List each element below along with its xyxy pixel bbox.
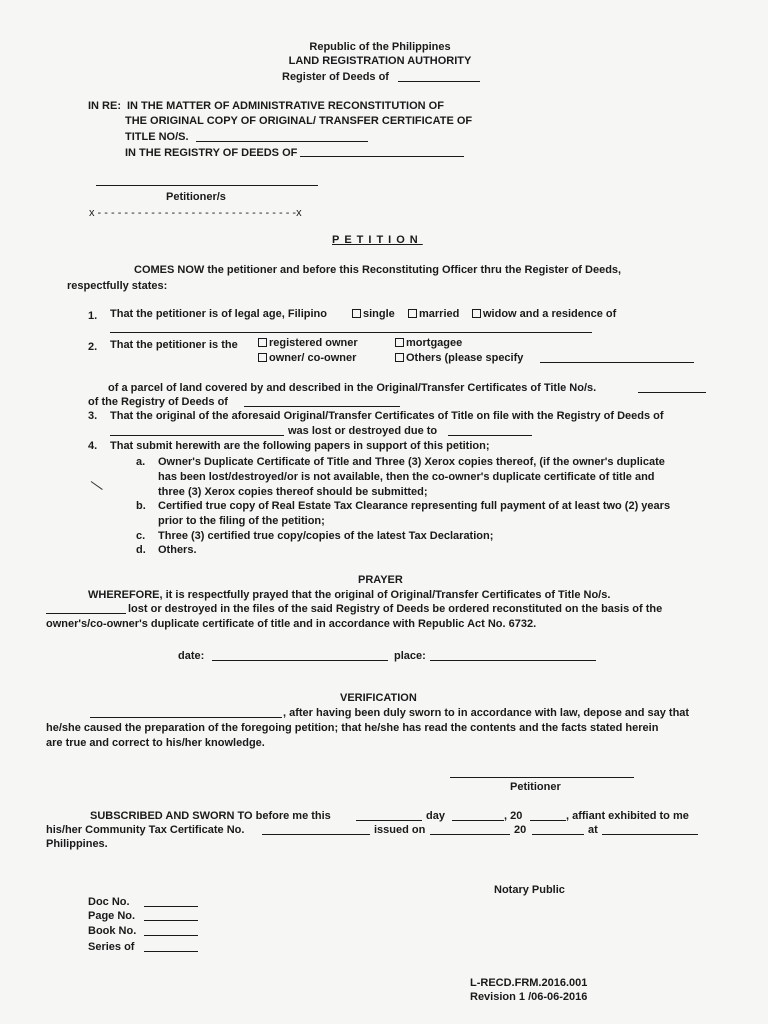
stray-pen-mark xyxy=(91,481,103,490)
petitioner-signature-blank[interactable] xyxy=(450,777,634,778)
residence-blank[interactable] xyxy=(110,332,592,333)
item4-text: That submit herewith are the following papers in support of this petition; xyxy=(110,440,490,452)
header-register-of-deeds: Register of Deeds of xyxy=(282,71,389,83)
item4-num: 4. xyxy=(88,440,98,452)
subscribed-line1-a: SUBSCRIBED AND SWORN TO before me this xyxy=(90,810,331,822)
item3-num: 3. xyxy=(88,410,98,422)
subscribed-day-blank[interactable] xyxy=(356,820,422,821)
civil-status-married[interactable]: married xyxy=(408,307,459,321)
single-checkbox[interactable] xyxy=(352,309,361,318)
in-re-label: IN RE: xyxy=(88,100,121,112)
item4b-line2: prior to the filing of the petition; xyxy=(158,515,325,527)
petitioner-caption: Petitioner/s xyxy=(166,191,226,203)
item3-registry-blank[interactable] xyxy=(110,435,284,436)
form-revision: Revision 1 /06-06-2016 xyxy=(470,991,588,1003)
header-lra: LAND REGISTRATION AUTHORITY xyxy=(288,55,472,67)
role-others[interactable]: Others (please specify xyxy=(395,351,523,365)
book-no-label: Book No. xyxy=(88,925,137,937)
item4d-text: Others. xyxy=(158,544,197,556)
intro-line1: COMES NOW the petitioner and before this Reconstituting Officer thru the Register of Deeds, xyxy=(134,264,622,276)
item4a-line1: Owner's Duplicate Certificate of Title and Three (3) Xerox copies thereof, (if the owner's duplicate xyxy=(158,456,665,468)
series-of-label: Series of xyxy=(88,941,135,953)
civil-status-single[interactable]: single xyxy=(352,307,395,321)
item1-num: 1. xyxy=(88,310,98,322)
doc-no-blank[interactable] xyxy=(144,906,198,907)
verification-line2: he/she caused the preparation of the foregoing petition; that he/she has read the contents and the facts stated herein xyxy=(46,722,659,734)
subscribed-line1-b: day xyxy=(426,810,445,822)
prayer-line2: lost or destroyed in the files of the said Registry of Deeds be ordered reconstituted on the basis of the xyxy=(128,603,663,615)
item4c-text: Three (3) certified true copy/copies of the latest Tax Declaration; xyxy=(158,530,494,542)
subscribed-month-blank[interactable] xyxy=(452,820,504,821)
page-no-label: Page No. xyxy=(88,910,136,922)
in-re-line4: IN THE REGISTRY OF DEEDS OF xyxy=(125,147,298,159)
role-registered-owner[interactable]: registered owner xyxy=(258,336,358,350)
prayer-title: PRAYER xyxy=(358,574,403,586)
item1-text: That the petitioner is of legal age, Filipino xyxy=(110,308,327,320)
owner-co-owner-checkbox[interactable] xyxy=(258,353,267,362)
form-code: L-RECD.FRM.2016.001 xyxy=(470,977,588,989)
petition-title: PETITION xyxy=(332,234,423,246)
subscribed-line2-b: issued on xyxy=(374,824,426,836)
petitioner-name-blank[interactable] xyxy=(96,185,318,186)
item3-line1: That the original of the aforesaid Original/Transfer Certificates of Title on file with the Registry of Deeds of xyxy=(110,410,664,422)
in-re-line3: TITLE NO/S. xyxy=(125,131,189,143)
civil-status-widow[interactable]: widow and a residence of xyxy=(472,307,616,321)
registry-of-deeds-blank[interactable] xyxy=(300,156,464,157)
ctc-place-blank[interactable] xyxy=(602,834,698,835)
lost-reason-blank[interactable] xyxy=(448,435,532,436)
prayer-line1: WHEREFORE, it is respectfully prayed that the original of Original/Transfer Certificates of Title No/s. xyxy=(88,589,611,601)
parcel-title-no-blank[interactable] xyxy=(638,392,706,393)
subscribed-line1-d: , affiant exhibited to me xyxy=(566,810,689,822)
place-blank[interactable] xyxy=(430,660,596,661)
subscribed-line2-c: 20 xyxy=(514,824,527,836)
prayer-line3: owner's/co-owner's duplicate certificate of title and in accordance with Republic Act No. 6732. xyxy=(46,618,537,630)
affiant-name-blank[interactable] xyxy=(90,717,282,718)
verification-title: VERIFICATION xyxy=(340,692,417,704)
verification-line3: are true and correct to his/her knowledge. xyxy=(46,737,265,749)
item4a-line2: has been lost/destroyed/or is not available, then the co-owner's duplicate certificate of title and xyxy=(158,471,655,483)
subscribed-year-blank[interactable] xyxy=(530,820,566,821)
parcel-line1: of a parcel of land covered by and described in the Original/Transfer Certificates of Title No/s. xyxy=(108,382,597,394)
separator-line: x - - - - - - - - - - - - - - - - - - - - - - - - - - - - - -x xyxy=(89,207,302,219)
item2-text: That the petitioner is the xyxy=(110,339,238,351)
ctc-number-blank[interactable] xyxy=(262,834,370,835)
in-re-line1: IN THE MATTER OF ADMINISTRATIVE RECONSTITUTION OF xyxy=(127,100,444,112)
parcel-line2: of the Registry of Deeds of xyxy=(88,396,228,408)
parcel-registry-blank[interactable] xyxy=(244,406,400,407)
doc-no-label: Doc No. xyxy=(88,896,130,908)
item4c-label: c. xyxy=(136,530,146,542)
registered-owner-checkbox[interactable] xyxy=(258,338,267,347)
petitioner-signature-label: Petitioner xyxy=(510,781,561,793)
subscribed-line3: Philippines. xyxy=(46,838,108,850)
item4a-label: a. xyxy=(136,456,146,468)
married-checkbox[interactable] xyxy=(408,309,417,318)
item4b-line1: Certified true copy of Real Estate Tax Clearance representing full payment of at least two (2) years xyxy=(158,500,671,512)
item2-num: 2. xyxy=(88,341,98,353)
item4b-label: b. xyxy=(136,500,146,512)
book-no-blank[interactable] xyxy=(144,935,198,936)
verification-line1: , after having been duly sworn to in accordance with law, depose and say that xyxy=(283,707,690,719)
widow-checkbox[interactable] xyxy=(472,309,481,318)
ctc-issued-blank[interactable] xyxy=(430,834,510,835)
series-of-blank[interactable] xyxy=(144,951,198,952)
place-label: place: xyxy=(394,650,426,662)
title-no-blank[interactable] xyxy=(196,141,368,142)
item4a-line3: three (3) Xerox copies thereof should be submitted; xyxy=(158,486,428,498)
subscribed-line1-c: , 20 xyxy=(504,810,523,822)
ctc-year-blank[interactable] xyxy=(532,834,584,835)
header-republic: Republic of the Philippines xyxy=(309,41,451,53)
intro-line2: respectfully states: xyxy=(67,280,168,292)
item3-line2: was lost or destroyed due to xyxy=(288,425,438,437)
date-label: date: xyxy=(178,650,205,662)
role-mortgagee[interactable]: mortgagee xyxy=(395,336,462,350)
role-owner-co-owner[interactable]: owner/ co-owner xyxy=(258,351,356,365)
subscribed-line2-a: his/her Community Tax Certificate No. xyxy=(46,824,245,836)
prayer-title-no-blank[interactable] xyxy=(46,613,126,614)
notary-public-label: Notary Public xyxy=(494,884,565,896)
page-no-blank[interactable] xyxy=(144,920,198,921)
date-blank[interactable] xyxy=(212,660,388,661)
register-of-deeds-blank[interactable] xyxy=(398,81,480,82)
others-specify-blank[interactable] xyxy=(540,362,694,363)
in-re-line2: THE ORIGINAL COPY OF ORIGINAL/ TRANSFER CERTIFICATE OF xyxy=(125,115,473,127)
item4d-label: d. xyxy=(136,544,146,556)
others-checkbox[interactable] xyxy=(395,353,404,362)
subscribed-line2-d: at xyxy=(588,824,598,836)
mortgagee-checkbox[interactable] xyxy=(395,338,404,347)
